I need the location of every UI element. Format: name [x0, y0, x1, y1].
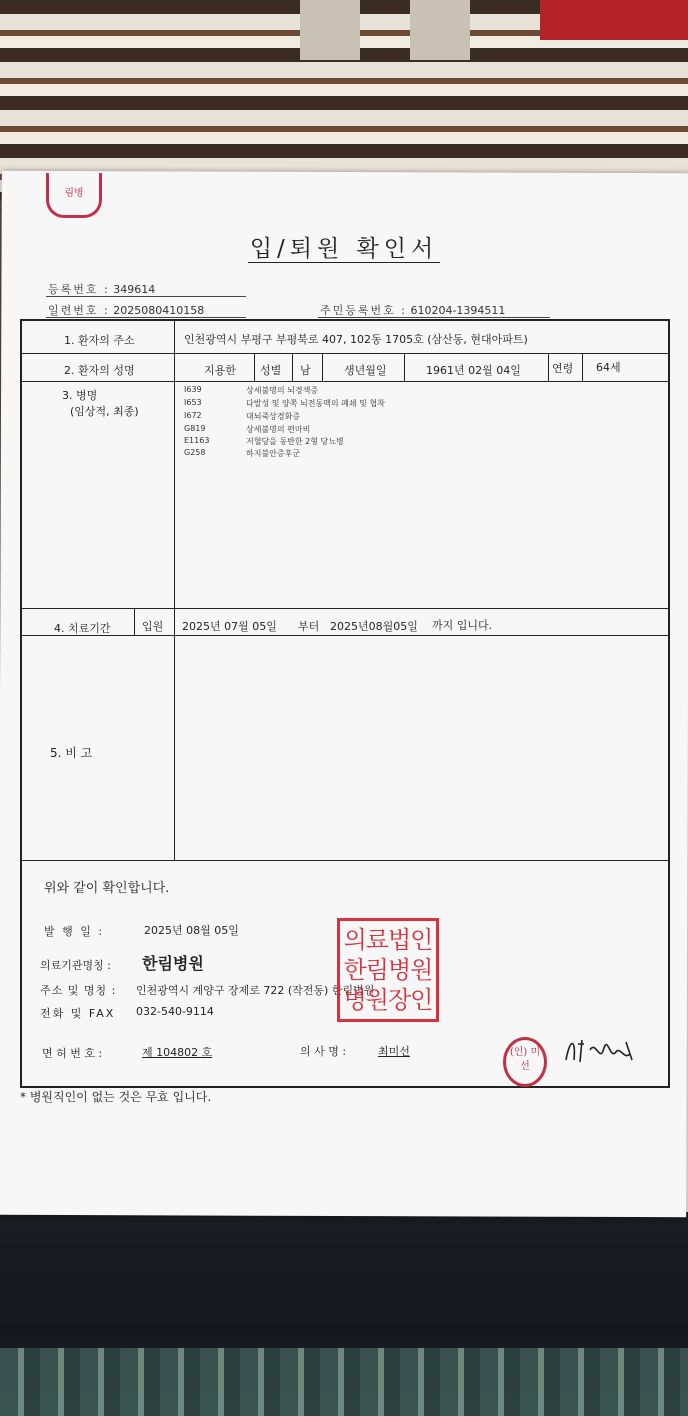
sex-value: 남 [300, 364, 311, 377]
diagnosis-code: I672 [184, 411, 202, 420]
diagnosis-name: 대뇌죽상경화증 [246, 412, 301, 421]
diagnosis-code: G258 [184, 448, 206, 457]
doctor-label: 의 사 명 : [300, 1045, 347, 1058]
institution-label: 의료기관명칭 : [40, 959, 111, 972]
doctor-value: 최미선 [378, 1045, 410, 1058]
phone-label: 전화 및 FAX [40, 1007, 116, 1020]
address-name-value: 인천광역시 계양구 장제로 722 (작전동) 한림병원 [136, 984, 375, 997]
diagnosis-name: 다발성 및 양쪽 뇌전동맥의 폐쇄 및 협착 [246, 399, 385, 408]
address-label: 1. 환자의 주소 [64, 334, 135, 347]
period-label: 4. 치료기간 [54, 622, 111, 635]
sex-label: 성별 [260, 364, 282, 377]
diagnosis-label: 3. 병명 [62, 389, 98, 402]
document-title: 입/퇴원 확인서 [249, 236, 439, 262]
hospital-seal-stamp: 의료법인 한림병원 병원장인 [337, 918, 439, 1022]
diagnosis-name: 상세불명의 편마비 [246, 425, 311, 434]
diagnosis-sub-label: (임상적, 최종) [70, 405, 139, 418]
diagnosis-code: E1163 [184, 436, 210, 445]
serial-number: 일련번호 : 2025080410158 [48, 304, 205, 317]
diagnosis-name: 상세불명의 뇌경색증 [246, 386, 319, 395]
underline [46, 317, 246, 318]
period-end: 2025년08월05일 [330, 620, 418, 633]
license-value: 제 104802 호 [142, 1046, 213, 1059]
phone-value: 032-540-9114 [136, 1005, 214, 1018]
validity-footnote: * 병원직인이 없는 것은 무효 입니다. [20, 1090, 212, 1104]
name-label: 2. 환자의 성명 [64, 364, 135, 377]
doctor-signature [560, 1030, 650, 1070]
registration-number: 등록번호 : 349614 [48, 283, 156, 296]
address-value: 인천광역시 부평구 부평북로 407, 102동 1705호 (삼산동, 현대아파트) [184, 333, 528, 346]
remarks-label: 5. 비 고 [50, 746, 93, 760]
issue-date-value: 2025년 08월 05일 [144, 924, 239, 937]
diagnosis-code: G819 [184, 424, 206, 433]
period-from: 부터 [298, 620, 320, 633]
dob-value: 1961년 02월 04일 [426, 364, 521, 377]
age-label: 연령 [552, 362, 574, 375]
cloth-cross-pattern [410, 0, 470, 60]
flag-pattern [540, 0, 688, 40]
resident-number: 주민등록번호 : 610204-1394511 [320, 304, 506, 317]
address-name-label: 주소 및 명칭 : [40, 984, 117, 997]
age-value: 64세 [596, 361, 621, 374]
diagnosis-name: 저혈당을 동반한 2형 당뇨병 [246, 437, 344, 446]
diagnosis-code: I653 [184, 398, 202, 407]
period-to: 까지 입니다. [432, 619, 493, 632]
underline [318, 317, 550, 318]
underline [46, 296, 246, 297]
doctor-seal: (인) 미선 [503, 1037, 547, 1087]
period-type: 입원 [142, 620, 164, 633]
hospital-logo-seal: 림병 [46, 173, 102, 218]
license-label: 면 허 번 호 : [42, 1047, 103, 1060]
issue-date-label: 발 행 일 : [44, 925, 105, 938]
floral-cloth [0, 1348, 688, 1416]
dob-label: 생년월일 [344, 364, 387, 377]
name-value: 지용한 [204, 364, 236, 377]
confirm-text: 위와 같이 확인합니다. [44, 881, 170, 896]
diagnosis-name: 하지불안증후군 [246, 449, 301, 458]
institution-value: 한림병원 [142, 954, 204, 973]
period-start: 2025년 07월 05일 [182, 620, 277, 633]
diagnosis-code: I639 [184, 385, 202, 394]
cloth-cross-pattern [300, 0, 360, 60]
